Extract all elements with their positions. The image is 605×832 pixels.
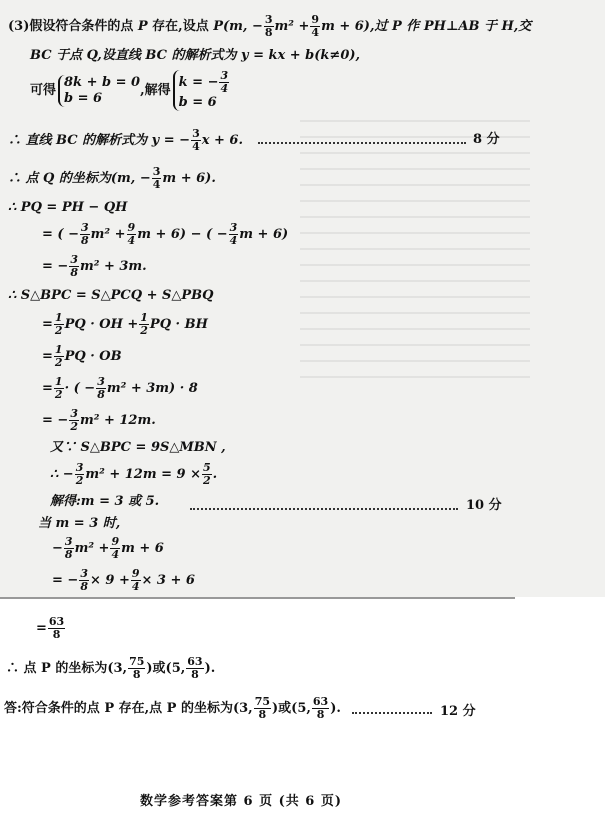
denominator: 4 — [229, 234, 238, 247]
text: m + 6 — [121, 541, 164, 556]
text: ,解得 — [140, 83, 171, 98]
denominator: 4 — [152, 178, 161, 191]
text: P(m, − — [213, 19, 263, 34]
text: × 9 + — [89, 573, 130, 588]
solution-line-1 — [8, 14, 531, 39]
denominator: 8 — [52, 628, 61, 641]
fraction — [186, 656, 203, 681]
denominator: 8 — [81, 234, 89, 247]
numerator: 1 — [54, 311, 63, 324]
solution-line-16: 解得:m = 3 或 5. — [50, 494, 160, 509]
text: ∴ − — [50, 467, 74, 482]
numerator: 63 — [312, 695, 329, 708]
fraction — [54, 312, 64, 337]
equation-system — [58, 75, 140, 107]
fraction — [80, 222, 90, 247]
text: 可得 — [30, 83, 57, 98]
denominator: 4 — [111, 548, 120, 561]
fraction — [310, 14, 320, 39]
text: = − — [52, 573, 79, 588]
solution-line-8 — [42, 254, 147, 279]
text: P — [137, 19, 148, 34]
text: = — [42, 317, 53, 332]
text: PQ · OH + — [64, 317, 139, 332]
denominator: 2 — [203, 474, 211, 487]
numerator: 9 — [127, 221, 136, 234]
solution-line-2: BC 于点 Q,设直线 BC 的解析式为 y = kx + b(k≠0), — [30, 48, 361, 63]
denominator: 8 — [316, 708, 325, 721]
solution-line-3 — [30, 70, 230, 111]
denominator: 4 — [220, 82, 229, 95]
numerator: 3 — [80, 567, 88, 580]
text: = − — [42, 413, 69, 428]
solution-line-19 — [52, 568, 195, 593]
text: m + 6) — [239, 227, 289, 242]
numerator: 75 — [254, 695, 271, 708]
solution-line-7 — [42, 222, 288, 247]
fraction — [139, 312, 149, 337]
fraction — [219, 70, 229, 95]
text: m² + — [274, 19, 310, 34]
solution-line-15 — [50, 462, 217, 487]
text: 答:符合条件的点 P 存在,点 P 的坐标为(3, — [4, 701, 253, 716]
text: · ( − — [64, 381, 96, 396]
fraction — [264, 14, 274, 39]
leader-dots — [352, 712, 432, 714]
text: m² + — [74, 541, 110, 556]
text: ∴ 点 P 的坐标为(3, — [6, 661, 128, 676]
text: × 3 + 6 — [141, 573, 195, 588]
fraction — [69, 408, 79, 433]
fraction — [191, 128, 201, 153]
solution-line-18 — [52, 536, 164, 561]
denominator: 4 — [192, 140, 200, 153]
denominator: 2 — [54, 324, 63, 337]
text: = ( − — [42, 227, 79, 242]
fraction — [127, 222, 137, 247]
numerator: 3 — [75, 461, 84, 474]
numerator: 63 — [48, 615, 65, 628]
fraction — [131, 568, 141, 593]
text: ∴ 点 Q 的坐标为(m, − — [8, 171, 151, 186]
text: m² + 3m. — [79, 259, 147, 274]
text: m + 6),过 P 作 PH⊥AB 于 H,交 — [321, 19, 532, 34]
numerator: 3 — [81, 221, 89, 234]
leader-dots — [190, 508, 458, 510]
denominator: 2 — [140, 324, 148, 337]
text: m + 6). — [162, 171, 216, 186]
denominator: 8 — [132, 668, 141, 681]
denominator: 8 — [64, 548, 73, 561]
numerator: 3 — [97, 375, 105, 388]
denominator: 2 — [54, 388, 63, 401]
text: PQ · OB — [64, 349, 122, 364]
numerator: 1 — [54, 343, 63, 356]
fraction — [54, 376, 64, 401]
numerator: 3 — [192, 127, 200, 140]
text: = − — [42, 259, 69, 274]
denominator: 8 — [264, 26, 273, 39]
fraction — [202, 462, 212, 487]
numerator: 63 — [187, 655, 203, 668]
text: )或(5, — [146, 661, 186, 676]
text: (3)假设符合条件的点 — [8, 19, 138, 34]
text: m + 6) − ( − — [137, 227, 228, 242]
text: x + 6. — [201, 133, 244, 148]
numerator: 1 — [54, 375, 63, 388]
fraction — [152, 166, 162, 191]
text: = — [42, 381, 53, 396]
text: − — [52, 541, 63, 556]
text: ∴ 直线 BC 的解析式为 y = − — [8, 133, 191, 148]
numerator: 1 — [140, 311, 148, 324]
text: = — [36, 621, 47, 636]
fraction — [54, 344, 64, 369]
text: 存在,设点 — [147, 19, 214, 34]
fraction — [64, 536, 74, 561]
equation: 8k + b = 0 — [64, 74, 141, 90]
fraction — [110, 536, 120, 561]
solution-line-11 — [42, 344, 122, 369]
numerator: 3 — [152, 165, 161, 178]
fraction — [312, 696, 329, 721]
page-footer: 数学参考答案第 6 页 (共 6 页) — [140, 794, 343, 809]
denominator: 8 — [70, 266, 78, 279]
solution-line-21 — [6, 656, 215, 681]
denominator: 2 — [54, 356, 63, 369]
denominator: 2 — [70, 420, 78, 433]
fraction — [75, 462, 85, 487]
score-mark: 12 分 — [440, 704, 476, 719]
text: m² + 3m) · 8 — [106, 381, 198, 396]
solution-answer-line — [4, 696, 341, 721]
numerator: 9 — [131, 567, 140, 580]
denominator: 8 — [191, 668, 199, 681]
text: ). — [204, 661, 216, 676]
numerator: 9 — [311, 13, 320, 26]
denominator: 8 — [80, 580, 88, 593]
text: ). — [330, 701, 341, 716]
fraction — [128, 656, 145, 681]
equation: b = 6 — [178, 95, 217, 110]
numerator: 3 — [70, 253, 78, 266]
text: = — [42, 349, 53, 364]
text: PQ · BH — [149, 317, 208, 332]
text: m² + — [90, 227, 126, 242]
denominator: 4 — [131, 580, 140, 593]
solution-line-9: ∴ S△BPC = S△PCQ + S△PBQ — [8, 288, 214, 303]
leader-dots — [258, 142, 466, 144]
solution-line-13 — [42, 408, 156, 433]
text: m² + 12m = 9 × — [85, 467, 202, 482]
solution-line-5 — [8, 166, 216, 191]
solution-line-12 — [42, 376, 198, 401]
solution-line-14: 又∵ S△BPC = 9S△MBN , — [50, 440, 226, 455]
text: m² + 12m. — [79, 413, 156, 428]
equation: b = 6 — [64, 90, 103, 106]
fraction — [48, 616, 65, 641]
denominator: 8 — [97, 388, 105, 401]
numerator: 3 — [229, 221, 238, 234]
page-divider — [0, 597, 515, 599]
solution-system — [173, 70, 231, 111]
score-mark: 10 分 — [466, 498, 502, 513]
numerator: 5 — [203, 461, 211, 474]
bleed-through-ghost-text — [300, 120, 530, 380]
text: k = − — [178, 75, 219, 90]
fraction — [229, 222, 239, 247]
score-mark: 8 分 — [473, 132, 500, 147]
text: . — [212, 467, 218, 482]
numerator: 3 — [70, 407, 78, 420]
numerator: 3 — [264, 13, 273, 26]
solution-line-10 — [42, 312, 208, 337]
numerator: 3 — [64, 535, 73, 548]
fraction — [79, 568, 89, 593]
numerator: 9 — [111, 535, 120, 548]
denominator: 2 — [75, 474, 84, 487]
solution-line-20 — [36, 616, 66, 641]
solution-line-4 — [8, 128, 243, 153]
solution-line-6: ∴ PQ = PH − QH — [8, 200, 128, 215]
denominator: 8 — [258, 708, 267, 721]
denominator: 4 — [311, 26, 320, 39]
text: )或(5, — [272, 701, 311, 716]
fraction — [69, 254, 79, 279]
solution-line-17: 当 m = 3 时, — [38, 516, 121, 531]
fraction — [96, 376, 106, 401]
fraction — [254, 696, 271, 721]
denominator: 4 — [127, 234, 136, 247]
numerator: 75 — [129, 655, 145, 668]
numerator: 3 — [220, 69, 229, 82]
